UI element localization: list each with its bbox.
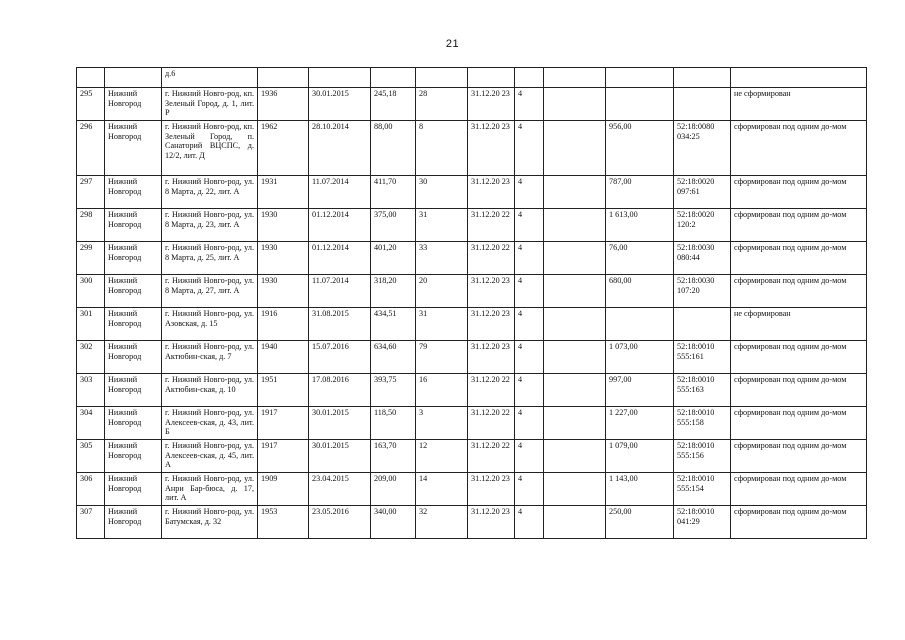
cell-date: 30.01.2015 [309, 440, 371, 473]
cell-address: г. Нижний Новго-род, ул. Актюбин-ская, д. 7 [162, 341, 258, 374]
cell-num: 303 [77, 374, 105, 407]
cell-blank [544, 242, 606, 275]
cell-year: 1917 [258, 407, 309, 440]
cell-deadline: 31.12.20 22 [468, 440, 515, 473]
cell-land-area: 1 143,00 [606, 473, 674, 506]
cell-address: г. Нижний Новго-род, ул. 8 Марта, д. 25, лит. А [162, 242, 258, 275]
cell-land-area: 76,00 [606, 242, 674, 275]
cell-category: 4 [515, 275, 544, 308]
table-row [77, 275, 867, 308]
cell-blank [544, 407, 606, 440]
table-row [77, 374, 867, 407]
cell-deadline: 31.12.20 23 [468, 176, 515, 209]
cell-deadline: 31.12.20 22 [468, 242, 515, 275]
table-row [77, 176, 867, 209]
cell-address: г. Нижний Новго-род, ул. Алексеев-ская, д. 45, лит. А [162, 440, 258, 473]
registry-table [76, 67, 867, 539]
cell-address: д.6 [162, 68, 258, 88]
cell-category [515, 68, 544, 88]
cell-category: 4 [515, 242, 544, 275]
table-row [77, 209, 867, 242]
cell-land-area [606, 308, 674, 341]
cell-category: 4 [515, 121, 544, 176]
cell-year: 1916 [258, 308, 309, 341]
cell-num: 296 [77, 121, 105, 176]
cell-year: 1962 [258, 121, 309, 176]
cell-land-area: 956,00 [606, 121, 674, 176]
cell-blank [544, 341, 606, 374]
cell-year: 1930 [258, 275, 309, 308]
cell-land-area: 1 079,00 [606, 440, 674, 473]
cell-units: 16 [416, 374, 468, 407]
cell-cadastral: 52:18:0030 107:20 [674, 275, 731, 308]
cell-land-area: 680,00 [606, 275, 674, 308]
cell-num: 301 [77, 308, 105, 341]
cell-category: 4 [515, 308, 544, 341]
cell-city: Нижний Новгород [105, 242, 162, 275]
cell-date: 30.01.2015 [309, 88, 371, 121]
cell-status: сформирован под одним до-мом [731, 473, 867, 506]
cell-category: 4 [515, 407, 544, 440]
cell-cadastral: 52:18:0080 034:25 [674, 121, 731, 176]
cell-date: 17.08.2016 [309, 374, 371, 407]
cell-cadastral [674, 88, 731, 121]
cell-city: Нижний Новгород [105, 506, 162, 539]
cell-city: Нижний Новгород [105, 407, 162, 440]
cell-area: 411,70 [371, 176, 416, 209]
cell-city: Нижний Новгород [105, 473, 162, 506]
table-row [77, 473, 867, 506]
cell-area: 434,51 [371, 308, 416, 341]
cell-date: 23.04.2015 [309, 473, 371, 506]
cell-blank [544, 275, 606, 308]
cell-year: 1909 [258, 473, 309, 506]
cell-blank [544, 440, 606, 473]
cell-units: 32 [416, 506, 468, 539]
cell-land-area [606, 88, 674, 121]
cell-land-area [606, 68, 674, 88]
cell-status: сформирован под одним до-мом [731, 121, 867, 176]
cell-num: 299 [77, 242, 105, 275]
cell-year: 1953 [258, 506, 309, 539]
cell-land-area: 787,00 [606, 176, 674, 209]
cell-year: 1930 [258, 242, 309, 275]
cell-category: 4 [515, 473, 544, 506]
cell-category: 4 [515, 88, 544, 121]
cell-category: 4 [515, 374, 544, 407]
cell-deadline: 31.12.20 23 [468, 473, 515, 506]
cell-land-area: 250,00 [606, 506, 674, 539]
cell-area: 375,00 [371, 209, 416, 242]
cell-deadline: 31.12.20 23 [468, 341, 515, 374]
cell-status: сформирован под одним до-мом [731, 209, 867, 242]
cell-category: 4 [515, 209, 544, 242]
cell-deadline: 31.12.20 23 [468, 88, 515, 121]
cell-deadline: 31.12.20 22 [468, 407, 515, 440]
cell-status: сформирован под одним до-мом [731, 275, 867, 308]
cell-city: Нижний Новгород [105, 308, 162, 341]
cell-year: 1930 [258, 209, 309, 242]
cell-num: 300 [77, 275, 105, 308]
cell-category: 4 [515, 440, 544, 473]
cell-year: 1940 [258, 341, 309, 374]
cell-date [309, 68, 371, 88]
cell-deadline [468, 68, 515, 88]
cell-units [416, 68, 468, 88]
cell-status: не сформирован [731, 308, 867, 341]
cell-blank [544, 506, 606, 539]
cell-address: г. Нижний Новго-род, ул. Анри Бар-бюса, д. 17, лит. А [162, 473, 258, 506]
cell-cadastral: 52:18:0010 555:163 [674, 374, 731, 407]
cell-area: 245,18 [371, 88, 416, 121]
cell-address: г. Нижний Новго-род, ул. Батумская, д. 32 [162, 506, 258, 539]
cell-year: 1936 [258, 88, 309, 121]
cell-cadastral: 52:18:0010 555:154 [674, 473, 731, 506]
cell-year: 1951 [258, 374, 309, 407]
cell-date: 23.05.2016 [309, 506, 371, 539]
cell-city: Нижний Новгород [105, 374, 162, 407]
cell-status: сформирован под одним до-мом [731, 176, 867, 209]
cell-units: 31 [416, 308, 468, 341]
cell-status: сформирован под одним до-мом [731, 506, 867, 539]
cell-units: 33 [416, 242, 468, 275]
cell-num: 306 [77, 473, 105, 506]
cell-blank [544, 88, 606, 121]
cell-area: 318,20 [371, 275, 416, 308]
cell-address: г. Нижний Новго-род, ул. Азовская, д. 15 [162, 308, 258, 341]
cell-num: 297 [77, 176, 105, 209]
cell-land-area: 997,00 [606, 374, 674, 407]
cell-date: 31.08.2015 [309, 308, 371, 341]
cell-cadastral: 52:18:0010 555:156 [674, 440, 731, 473]
cell-blank [544, 209, 606, 242]
table-row [77, 341, 867, 374]
cell-num: 304 [77, 407, 105, 440]
cell-blank [544, 374, 606, 407]
cell-city: Нижний Новгород [105, 176, 162, 209]
cell-city: Нижний Новгород [105, 341, 162, 374]
cell-deadline: 31.12.20 22 [468, 209, 515, 242]
cell-units: 20 [416, 275, 468, 308]
cell-status: сформирован под одним до-мом [731, 407, 867, 440]
cell-area: 401,20 [371, 242, 416, 275]
table-row [77, 407, 867, 440]
cell-area: 209,00 [371, 473, 416, 506]
cell-status: сформирован под одним до-мом [731, 374, 867, 407]
cell-blank [544, 176, 606, 209]
continuation-row [77, 68, 867, 88]
cell-cadastral: 52:18:0010 555:161 [674, 341, 731, 374]
cell-area: 88,00 [371, 121, 416, 176]
cell-cadastral [674, 308, 731, 341]
cell-status: не сформирован [731, 88, 867, 121]
cell-num: 295 [77, 88, 105, 121]
cell-city: Нижний Новгород [105, 88, 162, 121]
cell-address: г. Нижний Новго-род, ул. 8 Марта, д. 27, лит. А [162, 275, 258, 308]
cell-units: 79 [416, 341, 468, 374]
cell-city [105, 68, 162, 88]
cell-category: 4 [515, 506, 544, 539]
cell-address: г. Нижний Новго-род, кп. Зеленый Город, п. Санаторий ВЦСПС, д. 12/2, лит. Д [162, 121, 258, 176]
table-row [77, 88, 867, 121]
cell-city: Нижний Новгород [105, 209, 162, 242]
cell-deadline: 31.12.20 22 [468, 374, 515, 407]
cell-num [77, 68, 105, 88]
cell-date: 11.07.2014 [309, 275, 371, 308]
cell-deadline: 31.12.20 23 [468, 506, 515, 539]
cell-units: 14 [416, 473, 468, 506]
cell-year: 1931 [258, 176, 309, 209]
cell-units: 28 [416, 88, 468, 121]
cell-num: 298 [77, 209, 105, 242]
cell-address: г. Нижний Новго-род, ул. 8 Марта, д. 23, лит. А [162, 209, 258, 242]
cell-deadline: 31.12.20 23 [468, 275, 515, 308]
cell-units: 8 [416, 121, 468, 176]
cell-blank [544, 68, 606, 88]
cell-num: 305 [77, 440, 105, 473]
cell-blank [544, 473, 606, 506]
cell-cadastral: 52:18:0010 041:29 [674, 506, 731, 539]
table-row [77, 506, 867, 539]
cell-address: г. Нижний Новго-род, кп. Зеленый Город, д. 1, лит. Р [162, 88, 258, 121]
cell-units: 12 [416, 440, 468, 473]
table-row [77, 308, 867, 341]
cell-cadastral [674, 68, 731, 88]
cell-blank [544, 121, 606, 176]
cell-deadline: 31.12.20 23 [468, 121, 515, 176]
cell-date: 28.10.2014 [309, 121, 371, 176]
cell-date: 30.01.2015 [309, 407, 371, 440]
cell-land-area: 1 613,00 [606, 209, 674, 242]
cell-cadastral: 52:18:0010 555:158 [674, 407, 731, 440]
table-row [77, 121, 867, 176]
cell-city: Нижний Новгород [105, 440, 162, 473]
table-row [77, 242, 867, 275]
cell-area: 340,00 [371, 506, 416, 539]
cell-date: 15.07.2016 [309, 341, 371, 374]
cell-area [371, 68, 416, 88]
cell-num: 307 [77, 506, 105, 539]
cell-city: Нижний Новгород [105, 121, 162, 176]
cell-address: г. Нижний Новго-род, ул. Алексеев-ская, д. 43, лит. Б [162, 407, 258, 440]
cell-category: 4 [515, 341, 544, 374]
cell-category: 4 [515, 176, 544, 209]
cell-area: 393,75 [371, 374, 416, 407]
cell-deadline: 31.12.20 23 [468, 308, 515, 341]
cell-status: сформирован под одним до-мом [731, 242, 867, 275]
cell-area: 118,50 [371, 407, 416, 440]
cell-cadastral: 52:18:0020 097:61 [674, 176, 731, 209]
cell-city: Нижний Новгород [105, 275, 162, 308]
cell-land-area: 1 073,00 [606, 341, 674, 374]
cell-land-area: 1 227,00 [606, 407, 674, 440]
cell-blank [544, 308, 606, 341]
cell-units: 3 [416, 407, 468, 440]
cell-units: 31 [416, 209, 468, 242]
cell-year [258, 68, 309, 88]
cell-date: 01.12.2014 [309, 209, 371, 242]
cell-area: 634,60 [371, 341, 416, 374]
page-number: 21 [445, 38, 460, 50]
cell-units: 30 [416, 176, 468, 209]
cell-year: 1917 [258, 440, 309, 473]
cell-address: г. Нижний Новго-род, ул. 8 Марта, д. 22, лит. А [162, 176, 258, 209]
table-row [77, 440, 867, 473]
cell-status [731, 68, 867, 88]
cell-cadastral: 52:18:0030 080:44 [674, 242, 731, 275]
cell-address: г. Нижний Новго-род, ул. Актюбин-ская, д. 10 [162, 374, 258, 407]
cell-cadastral: 52:18:0020 120:2 [674, 209, 731, 242]
cell-area: 163,70 [371, 440, 416, 473]
cell-date: 11.07.2014 [309, 176, 371, 209]
cell-status: сформирован под одним до-мом [731, 440, 867, 473]
cell-num: 302 [77, 341, 105, 374]
cell-date: 01.12.2014 [309, 242, 371, 275]
cell-status: сформирован под одним до-мом [731, 341, 867, 374]
